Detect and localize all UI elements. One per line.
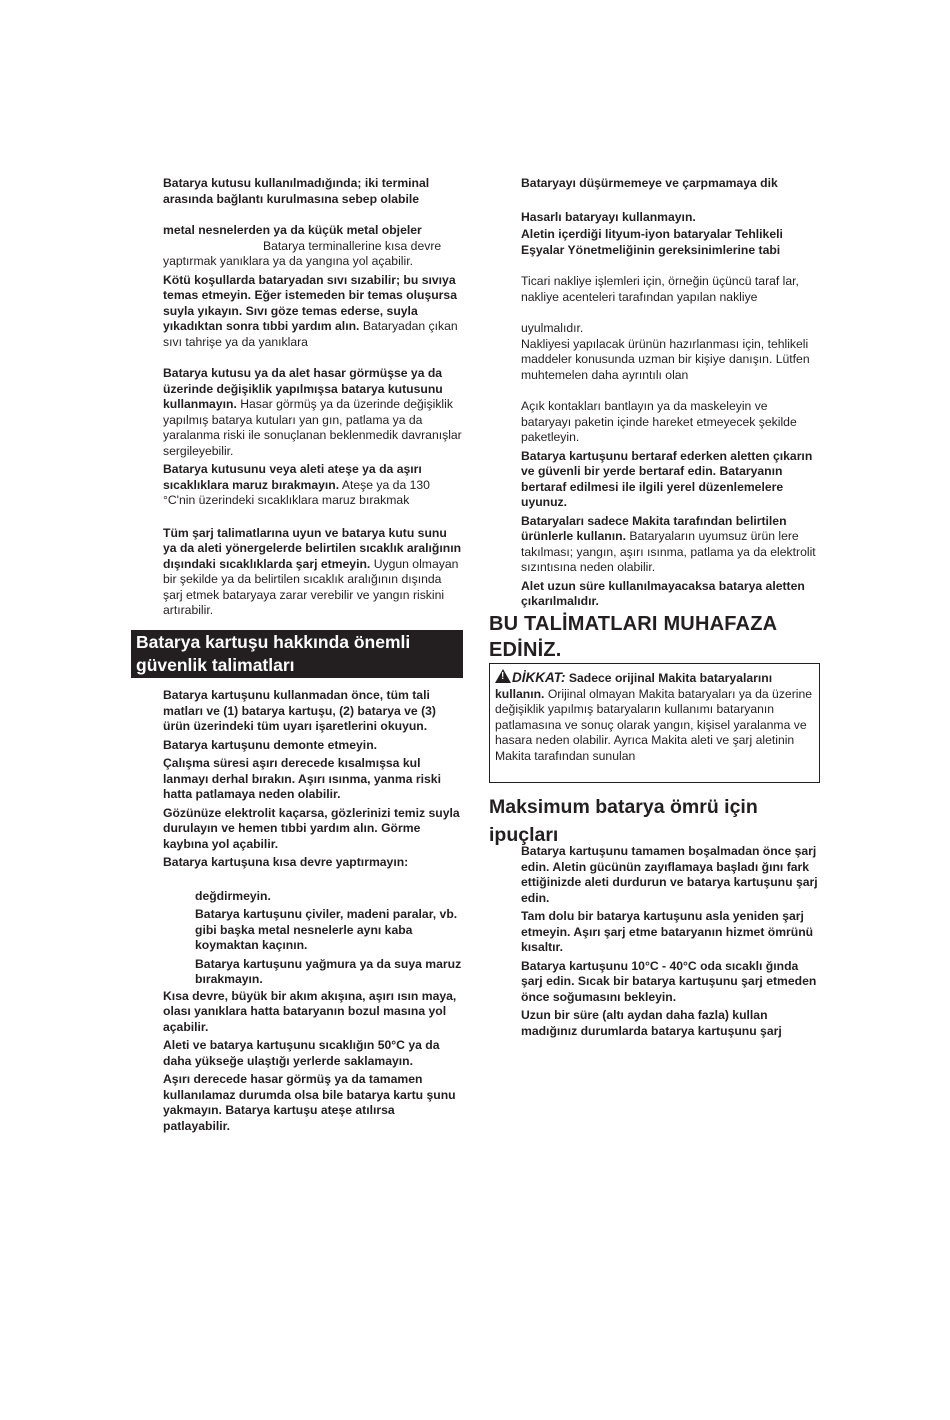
paragraph (163, 526, 463, 619)
sub-list-item: değdirmeyin. (195, 888, 271, 903)
paragraph (163, 223, 463, 270)
list-item: Çalışma süresi aşırı derecede kısalmışsa kul lanmayı derhal bırakın. Aşırı ısınma, yanma riski hatta patlamaya neden olabilir. (163, 756, 441, 801)
sub-list-item: Batarya kartuşunu yağmura ya da suya maruz bırakmayın. (195, 956, 462, 986)
list-item: Batarya kartuşunu tamamen boşalmadan önce şarj edin. Aletin gücünün zayıflamaya başladı ğını fark ettiğinizde aleti durdurun ve batarya kartuşunu şarj edin. (521, 844, 818, 905)
paragraph-bold: Kötü koşullarda bataryadan sıvı sızabilir; bu sıvıya temas etmeyin. Eğer istemeden bir temas oluşursa suyla yıkayın. Sıvı gözе temas ederse, suyla yıkadıktan sonra tıbbi yardım alın. (163, 272, 457, 333)
paragraph: Nakliyesi yapılacak ürünün hazırlanması için, tehlikeli maddeler konusunda uzman bir kişiye danışın. Lütfen muhtemelen daha ayrıntılı olan (521, 336, 810, 382)
paragraph (163, 462, 463, 509)
list-item: Batarya kartuşunu kullanmadan önce, tüm tali matları ve (1) batarya kartuşu, (2) batarya ve (3) ürün üzerindeki tüm uyarı işaretlerini okuyun. (163, 688, 436, 733)
paragraph: uyulmalıdır. (521, 321, 584, 335)
paragraph-bold: Batarya kutusu ya da alet hasar görmüşse ya da üzerinde değişiklik yapılmışsa batarya kutusunu kullanmayın. (163, 366, 443, 411)
heading-battery-life-tips: Maksimum batarya ömrü için ipuçları (489, 796, 758, 846)
paragraph: Hasarlı bataryayı kullanmayın. (521, 209, 696, 224)
paragraph-normal: Uygun olmayan bir şekilde ya da belirtilen sıcaklık aralığının dışında şarj etmek bataryaya zarar verebilir ve yangın riskini artırabilir. (163, 556, 459, 617)
section-heading-battery-safety: Batarya kartuşu hakkında önemli güvenlik talimatları (131, 630, 463, 678)
caution-box (489, 663, 820, 783)
caution-text (495, 669, 814, 764)
list-item: Uzun bir süre (altı aydan daha fazla) kullan madığınız durumlarda batarya kartuşunu şarj (521, 1008, 782, 1038)
paragraph (521, 514, 820, 576)
paragraph: Batarya kutusu kullanılmadığında; iki terminal arasında bağlantı kurulmasına sebep olabile (163, 176, 430, 206)
paragraph: Aletin içerdiği lityum-iyon bataryalar Tehlikeli Eşyalar Yönetmeliğinin gereksinimlerine tabi (521, 227, 783, 257)
paragraph-normal: Bataryadan çıkan sıvı tahrişe ya da yanıklara (163, 319, 458, 349)
list-item: Batarya kartuşunu demonte etmeyin. (163, 737, 378, 752)
list-item: Aşırı derecede hasar görmüş ya da tamamen kullanılamaz durumda olsa bile batarya kartu şunu yakmayın. Batarya kartuşu ateşe atılırsa patlayabilir. (163, 1072, 456, 1133)
list-item: Kısa devre, büyük bir akım akışına, aşırı ısın maya, olası yanıklara hatta bataryanın bozul masına yol açabilir. (163, 988, 457, 1034)
paragraph: Ticari nakliye işlemleri için, örneğin üçüncü taraf lar, nakliye acenteleri tarafından yapılan nakliye (521, 274, 799, 304)
paragraph-normal: Hasar görmüş ya da üzerinde değişiklik yapılmış batarya kutuları yan gın, patlama ya da yaralanma riski ile sonuçlanan beklenmedik davranışlar sergileyebilir. (163, 397, 462, 458)
paragraph: Batarya kartuşunu bertaraf ederken aletten çıkarın ve güvenli bir yerde bertaraf edin. Bataryanın bertaraf edilmesi ile ilgili yerel düzenlemelere uyunuz. (521, 448, 813, 509)
list-item: Batarya kartuşuna kısa devre yaptırmayın: (163, 855, 409, 869)
left-column (163, 176, 463, 619)
battery-safety-list (163, 688, 463, 1134)
paragraph-bold: Tüm şarj talimatlarına uyun ve batarya kutu sunu ya da aleti yönergelerde belirtilen sıcaklık aralığının dışındaki sıcaklıklarda şarj etmeyin. (163, 525, 462, 571)
paragraph (163, 366, 463, 459)
paragraph-normal: Bataryaların uyumsuz ürün lere takılması; yangın, aşırı ısınma, patlama ya da elektrolit sızıntısına neden olabilir. (521, 529, 816, 574)
caution-bold: Sadece orijinal Makita bataryalarını kullanın. (495, 671, 773, 701)
right-column (521, 176, 820, 610)
paragraph: Açık kontakları bantlayın ya da maskeleyin ve bataryayı paketin içinde hareket etmeyecek şekilde paketleyin. (521, 399, 797, 444)
warning-triangle-icon (495, 669, 511, 683)
list-item: Gözünüze elektrolit kaçarsa, gözlerinizi temiz suyla durulayın ve hemen tıbbi yardım alın. Görme kaybına yol açabilir. (163, 805, 460, 851)
caution-normal: Orijinal olmayan Makita bataryaları ya da üzerine değişiklik yapılmış bataryaların kullanımı bataryanın patlamasına ve sonuç olarak yangın, kişisel yaralanma ve hasara neden olabilir. Ayrıca Makita aleti ve şarj aletinin Makita tarafından sunulan (495, 686, 813, 763)
paragraph-bold: Batarya kutusunu veya aleti ateşe ya da aşırı sıcaklıklara maruz bırakmayın. (163, 462, 422, 492)
heading-keep-instructions: BU TALİMATLARI MUHAFAZA EDİNİZ. (489, 613, 777, 661)
paragraph: Bataryayı düşürmemeye ve çarpmamaya dik (521, 176, 778, 190)
paragraph-normal: Batarya terminallerine kısa devre yaptırmak yanıklara ya da yangına yol açabilir. (163, 238, 442, 268)
list-item: Batarya kartuşunu 10°C - 40°C oda sıcaklı ğında şarj edin. Sıcak bir batarya kartuşunu şarj etmeden önce soğumasını bekleyin. (521, 958, 817, 1004)
paragraph-bold: Bataryaları sadece Makita tarafından belirtilen ürünlerle kullanın. (521, 513, 787, 543)
caution-label: DİKKAT: (512, 670, 566, 685)
list-item: Tam dolu bir batarya kartuşunu asla yeniden şarj etmeyin. Aşırı şarj etme bataryanın hizmet ömrünü kısaltır. (521, 909, 814, 954)
paragraph-normal: Ateşe ya da 130 °C'nin üzerindeki sıcaklıklara maruz bırakmak (163, 477, 430, 507)
paragraph (163, 273, 463, 351)
tips-list (521, 844, 820, 1039)
paragraph-bold: metal nesnelerden ya da küçük metal objeler (163, 223, 422, 237)
paragraph: Alet uzun süre kullanılmayacaksa batarya aletten çıkarılmalıdır. (521, 578, 805, 608)
list-item: Aleti ve batarya kartuşunu sıcaklığın 50°C ya da daha yükseğe ulaştığı yerlerde saklamayın. (163, 1038, 440, 1068)
sub-list-item: Batarya kartuşunu çiviler, madeni paralar, vb. gibi başka metal nesnelerle aynı kaba koymaktan kaçının. (195, 907, 458, 952)
